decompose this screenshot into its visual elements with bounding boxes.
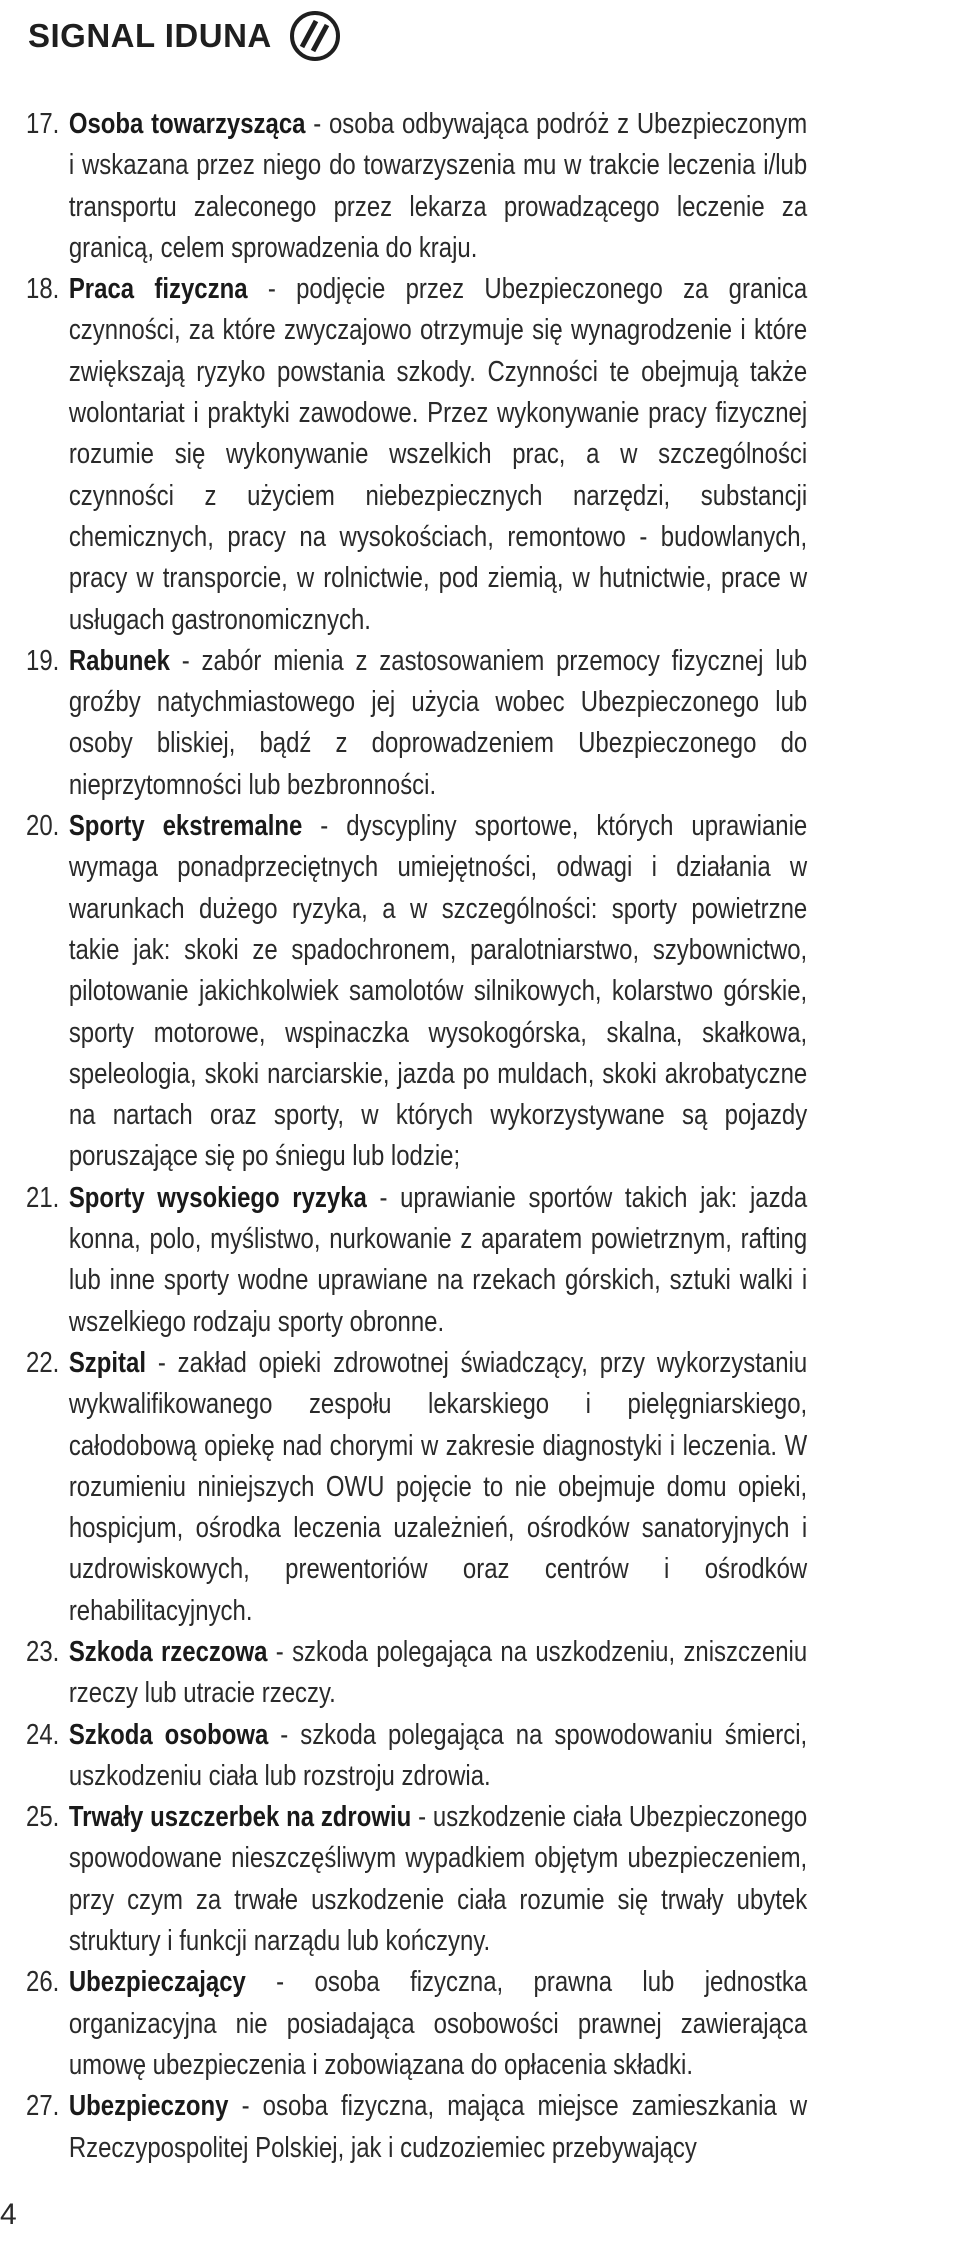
definition-text: - zakład opieki zdrowotnej świadczący, przy wykorzystaniu wykwalifikowanego zespołu lekarskiego i pielęgniarskiego, całodobową opiekę nad chorymi w zakresie diagnostyki i leczenia. W rozumieniu niniejszych OWU pojęcie to nie obejmuje domu opieki, hospicjum, ośrodka leczenia uzależnień, ośrodków sanatoryjnych i uzdrowiskowych, prewentoriów oraz centrów i ośrodków rehabilitacyjnych.: [68, 1346, 808, 1627]
definition-text: - dyscypliny sportowe, których uprawianie wymaga ponadprzeciętnych umiejętności, odwagi i działania w warunkach dużego ryzyka, a w szczególności: sporty powietrzne takie jak: skoki ze spadochronem, paralotniarstwo, szybownictwo, pilotowanie jakichkolwiek samolotów silnikowych, kolarstwo górskie, sporty motorowe, wspinaczka wysokogórska, skalna, skałkowa, speleologia, skoki narciarskie, jazda po muldach, skoki akrobatyczne na nartach oraz sporty, w których wykorzystywane są pojazdy poruszające się po śniegu lub lodzie;: [68, 810, 808, 1173]
definition-term: Sporty wysokiego ryzyka: [68, 1181, 367, 1214]
definition-number: 23.: [26, 1635, 60, 1668]
definition-text: - zabór mienia z zastosowaniem przemocy fizycznej lub groźby natychmiastowego jej użycia wobec Ubezpieczonego lub osoby bliskiej, bądź z doprowadzeniem Ubezpieczonego do nieprzytomności lub bezbronności.: [68, 644, 808, 801]
definition-text: - osoba odbywająca podróż z Ubezpieczonym i wskazana przez niego do towarzyszenia mu w trakcie leczenia i/lub transportu zaleconego przez lekarza prowadzącego leczenie za granicą, celem sprowadzenia do kraju.: [68, 108, 808, 264]
definitions-list: [26, 104, 807, 2169]
definition-body: [69, 1343, 807, 1632]
definition-term: Rabunek: [68, 644, 170, 677]
definition-number: 19.: [26, 644, 60, 677]
definition-body: [69, 1797, 807, 1962]
definition-text: - osoba fizyczna, mająca miejsce zamieszkania w Rzeczypospolitej Polskiej, jak i cudzoziemiec przebywający: [68, 2090, 808, 2164]
definition-text: - podjęcie przez Ubezpieczonego za granica czynności, za które zwyczajowo otrzymuje się wynagrodzenie i które zwiększają ryzyko powstania szkody. Czynności te obejmują także wolontariat i praktyki zawodowe. Przez wykonywanie pracy fizycznej rozumie się wykonywanie wszelkich prac, a w szczególności czynności z użyciem niebezpiecznych narzędzi, substancji chemicznych, pracy na wysokościach, remontowo - budowlanych, pracy w transporcie, w rolnictwie, pod ziemią, w hutnictwie, prace w usługach gastronomicznych.: [68, 273, 808, 636]
definition-item: [26, 1343, 807, 1632]
definition-number: 18.: [26, 273, 60, 306]
definition-term: Praca fizyczna: [68, 273, 248, 306]
definition-term: Sporty ekstremalne: [68, 810, 303, 843]
definition-body: [69, 806, 807, 1178]
definition-term: Szkoda osobowa: [68, 1718, 269, 1751]
definition-item: [26, 1962, 807, 2086]
definition-number: 26.: [26, 1966, 60, 1999]
definition-term: Szkoda rzeczowa: [68, 1635, 268, 1668]
definition-number: 21.: [26, 1181, 60, 1214]
definition-number: 17.: [26, 108, 60, 140]
definition-number: 25.: [26, 1801, 60, 1834]
definition-body: [69, 641, 807, 806]
definition-term: Trwały uszczerbek na zdrowiu: [68, 1801, 412, 1834]
definition-item: [26, 641, 807, 806]
definition-body: [69, 2086, 807, 2169]
brand-name: SIGNAL IDUNA: [28, 17, 272, 54]
page-number: 4: [0, 2198, 17, 2231]
definition-text: - szkoda polegająca na uszkodzeniu, zniszczeniu rzeczy lub utracie rzeczy.: [68, 1635, 808, 1710]
definition-item: [26, 2086, 807, 2169]
definition-item: [26, 806, 807, 1178]
definition-term: Szpital: [68, 1346, 147, 1379]
definition-number: 20.: [26, 810, 60, 843]
definition-term: Ubezpieczający: [68, 1966, 246, 1999]
definition-number: 24.: [26, 1718, 60, 1751]
definition-body: [69, 269, 807, 641]
definition-number: 27.: [26, 2090, 60, 2123]
definition-item: [26, 1178, 807, 1343]
definition-body: [69, 104, 807, 269]
definition-item: [26, 104, 807, 269]
definition-item: [26, 1797, 807, 1962]
definition-text: - szkoda polegająca na spowodowaniu śmierci, uszkodzeniu ciała lub rozstroju zdrowia.: [68, 1718, 808, 1792]
definition-body: [69, 1715, 807, 1798]
definition-item: [26, 1715, 807, 1798]
definition-body: [69, 1632, 807, 1715]
definition-text: - osoba fizyczna, prawna lub jednostka organizacyjna nie posiadająca osobowości prawnej zawierająca umowę ubezpieczenia i zobowiązana do opłacenia składki.: [68, 1966, 808, 2081]
definition-body: [69, 1178, 807, 1343]
signal-iduna-logo-icon: [289, 10, 341, 62]
header: [28, 8, 341, 64]
definition-text: - uprawianie sportów takich jak: jazda konna, polo, myślistwo, nurkowanie z aparatem powietrznym, rafting lub inne sporty wodne uprawiane na rzekach górskich, sztuki walki i wszelkiego rodzaju sporty obronne.: [68, 1181, 808, 1338]
definition-number: 22.: [26, 1346, 60, 1379]
definition-item: [26, 1632, 807, 1715]
definition-term: Osoba towarzysząca: [68, 108, 306, 140]
definition-item: [26, 269, 807, 641]
definition-body: [69, 1962, 807, 2086]
definition-text: - uszkodzenie ciała Ubezpieczonego spowodowane nieszczęśliwym wypadkiem objętym ubezpieczeniem, przy czym za trwałe uszkodzenie ciała rozumie się trwały ubytek struktury i funkcji narządu lub kończyny.: [68, 1801, 808, 1958]
definition-term: Ubezpieczony: [68, 2090, 229, 2123]
